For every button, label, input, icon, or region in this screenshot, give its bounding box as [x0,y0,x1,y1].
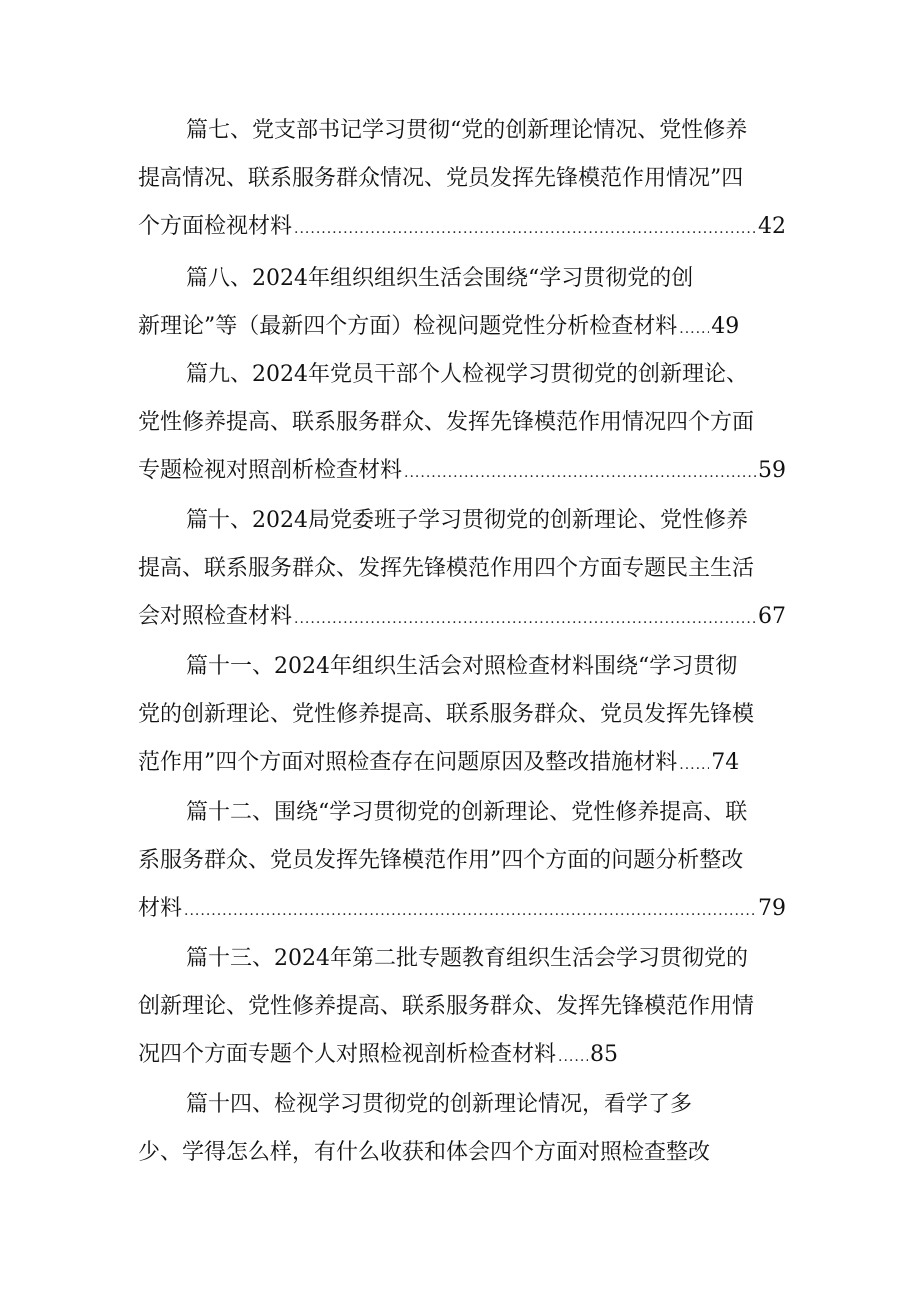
toc-entry-last-line [138,303,758,351]
toc-entry-line: 篇十一、2024年组织生活会对照检查材料围绕“学习贯彻 [186,654,738,679]
dot-leader [294,595,756,641]
toc-entry-line: 篇十四、检视学习贯彻党的创新理论情况，看学了多 [186,1092,693,1117]
toc-entry-11 [138,643,786,787]
toc-page-number: 79 [758,896,786,921]
toc-entry-line: 创新理论、党性修养提高、联系服务群众、发挥先锋模范作用情 [138,994,755,1019]
toc-entry-last-line [138,739,786,787]
toc-entry-line: 提高情况、联系服务群众情况、党员发挥先锋模范作用情况”四 [138,166,744,191]
toc-entry-text: 况四个方面专题个人对照检视剖析检查材料 [138,1042,557,1067]
toc-entry-line: 党性修养提高、联系服务群众、发挥先锋模范作用情况四个方面 [138,410,755,435]
toc-entry-line: 提高、联系服务群众、发挥先锋模范作用四个方面专题民主生活 [138,556,755,581]
toc-page-number: 42 [758,214,786,239]
toc-entry-text: 专题检视对照剖析检查材料 [138,458,403,483]
toc-entry-last-line [138,885,786,933]
toc-entry-text: 范作用”四个方面对照检查存在问题原因及整改措施材料 [138,750,678,775]
toc-entry-last-line [138,1031,786,1079]
toc-entry-line: 篇十二、围绕“学习贯彻党的创新理论、党性修养提高、联 [186,800,748,825]
toc-entry-10 [138,497,786,641]
toc-entry-8 [138,255,758,351]
toc-entry-line: 篇九、2024年党员干部个人检视学习贯彻党的创新理论、 [186,362,748,387]
toc-entry-text: 会对照检查材料 [138,604,293,629]
dot-leader [679,305,709,351]
toc-entry-7 [138,107,786,251]
toc-entry-last-line [138,447,786,495]
toc-entry-line: 党的创新理论、党性修养提高、联系服务群众、党员发挥先锋模 [138,702,755,727]
toc-entry-last-line [138,203,786,251]
toc-entry-text: 材料 [138,896,183,921]
toc-entry-last-line [138,593,786,641]
toc-page-number: 49 [711,314,740,339]
toc-entry-13 [138,935,786,1079]
dot-leader [404,449,756,495]
dot-leader [184,887,756,933]
toc-entry-line: 篇八、2024年组织组织生活会围绕“学习贯彻党的创 [186,266,694,291]
toc-entry-text: 个方面检视材料 [138,214,293,239]
toc-page-number: 67 [758,604,786,629]
toc-entry-line: 系服务群众、党员发挥先锋模范作用”四个方面的问题分析整改 [138,848,744,873]
toc-entry-12 [138,789,786,933]
dot-leader [558,1033,588,1079]
toc-entry-line: 篇十三、2024年第二批专题教育组织生活会学习贯彻党的 [186,946,748,971]
toc-page-number: 74 [711,750,740,775]
dot-leader [294,205,756,251]
toc-entry-14 [138,1081,748,1177]
toc-entry-text: 新理论”等（最新四个方面）检视问题党性分析检查材料 [138,314,678,339]
dot-leader [679,741,709,787]
toc-page-number: 85 [590,1042,619,1067]
toc-page-number: 59 [758,458,786,483]
toc-entry-line: 少、学得怎么样，有什么收获和体会四个方面对照检查整改 [138,1140,711,1165]
toc-entry-line: 篇七、党支部书记学习贯彻“党的创新理论情况、党性修养 [186,118,748,143]
toc-entry-9 [138,351,786,495]
toc-entry-line: 篇十、2024局党委班子学习贯彻党的创新理论、党性修养 [186,508,748,533]
